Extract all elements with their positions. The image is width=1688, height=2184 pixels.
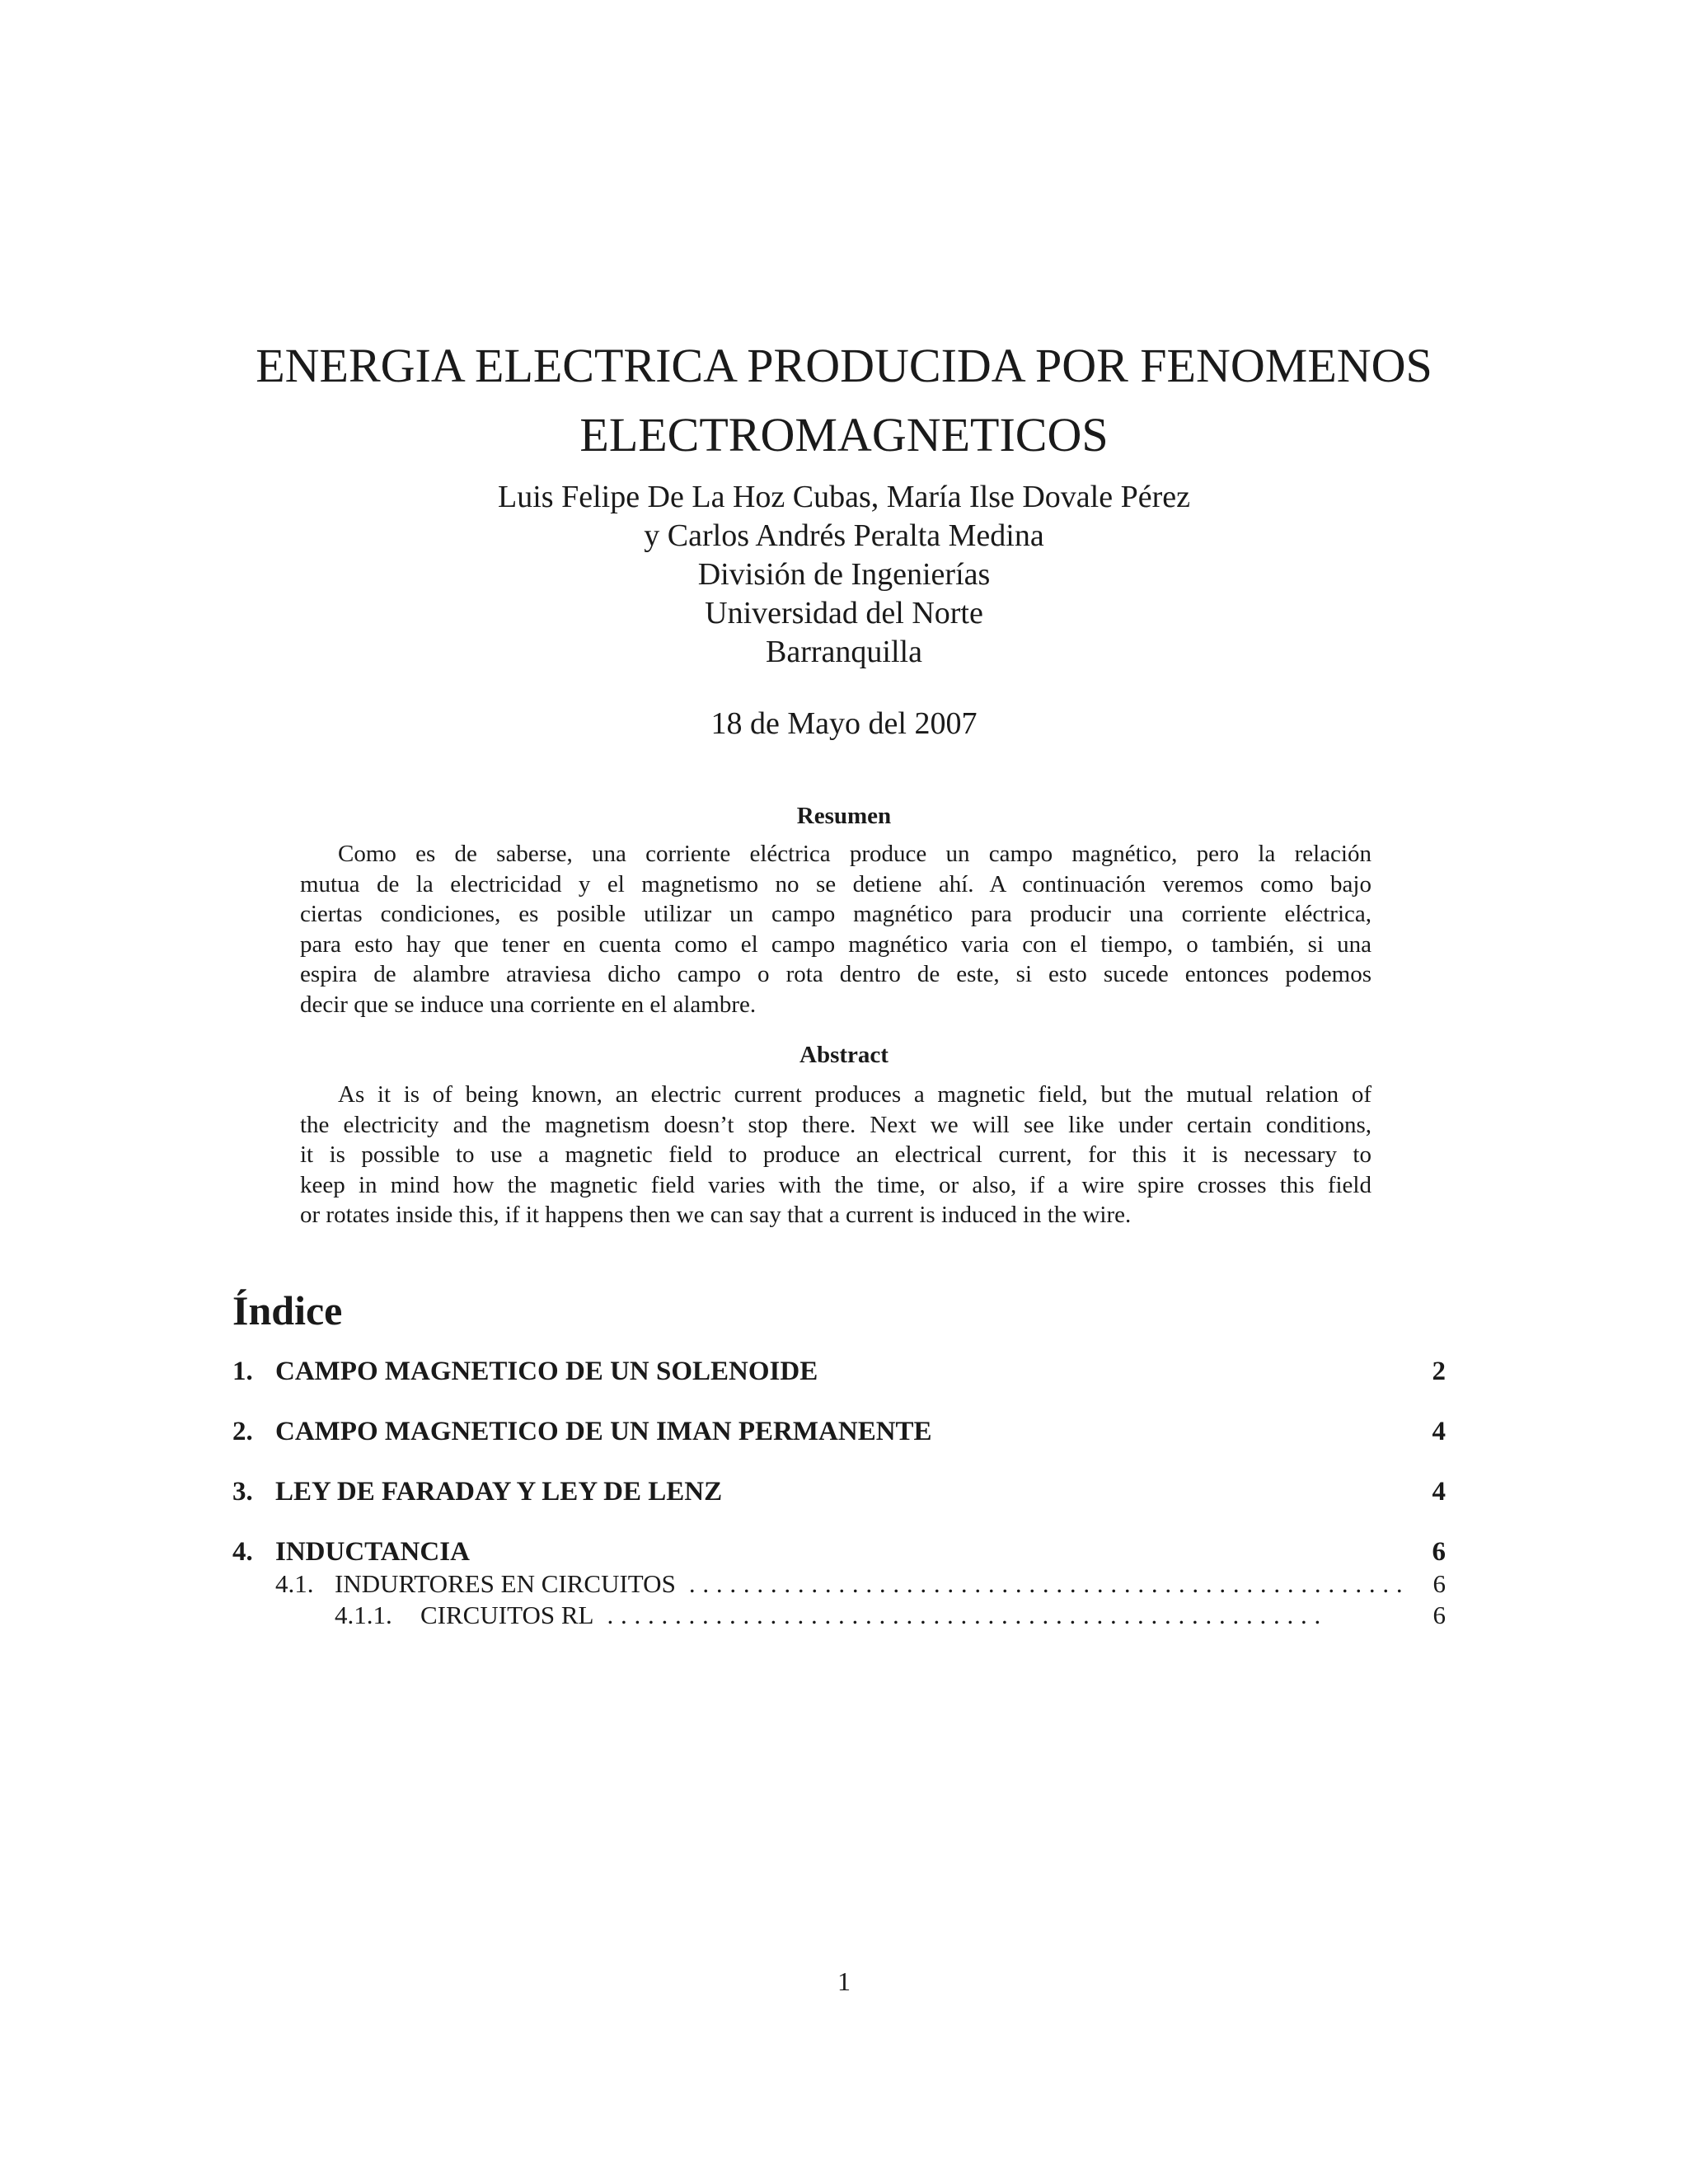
toc-title: Índice xyxy=(232,1287,343,1333)
document-date: 18 de Mayo del 2007 xyxy=(710,706,978,741)
abstract-line: keep in mind how the magnetic field varies with the time, or also, if a wire spire crosses this field xyxy=(300,1171,1372,1198)
page-number: 1 xyxy=(837,1966,851,1996)
toc-entry[interactable] xyxy=(232,1415,1446,1448)
resumen-line: Como es de saberse, una corriente eléctrica produce un campo magnético, pero la relación xyxy=(338,841,1372,867)
toc-entry-label: CAMPO MAGNETICO DE UN IMAN PERMANENTE xyxy=(275,1417,932,1446)
resumen-line: decir que se induce una corriente en el alambre. xyxy=(300,991,757,1018)
toc-entry[interactable] xyxy=(232,1535,1446,1568)
toc-subentry-number: 4.1. xyxy=(275,1569,314,1598)
toc-entry-number: 4. xyxy=(232,1537,253,1567)
abstract-line: it is possible to use a magnetic field to produce an electrical current, for this it is necessary to xyxy=(300,1141,1372,1169)
toc-entry-label: INDUCTANCIA xyxy=(275,1537,470,1567)
toc-entry-number: 2. xyxy=(232,1417,253,1446)
author-block xyxy=(0,478,1688,672)
abstract-body xyxy=(300,1080,1372,1230)
toc-subentry-page: 6 xyxy=(1432,1601,1446,1629)
toc-entry-page: 6 xyxy=(1432,1537,1446,1567)
affiliation-division: División de Ingenierías xyxy=(697,557,991,592)
resumen-heading: Resumen xyxy=(796,803,892,829)
authors-line-1: Luis Felipe De La Hoz Cubas, María Ilse Dovale Pérez xyxy=(498,480,1190,514)
toc-entry-page: 4 xyxy=(1432,1477,1446,1507)
abstract-line: As it is of being known, an electric current produces a magnetic field, but the mutual relation of xyxy=(338,1081,1372,1108)
abstract-line: the electricity and the magnetism doesn’t stop there. Next we will see like under certain conditions, xyxy=(300,1111,1372,1138)
toc-entry-label: CAMPO MAGNETICO DE UN SOLENOIDE xyxy=(275,1357,818,1386)
authors-line-2: y Carlos Andrés Peralta Medina xyxy=(644,518,1044,553)
toc-subentry[interactable] xyxy=(335,1600,1446,1631)
abstract-line: or rotates inside this, if it happens then we can say that a current is induced in the wire. xyxy=(300,1202,1132,1229)
document-title xyxy=(0,331,1688,470)
affiliation-university: Universidad del Norte xyxy=(705,596,983,630)
toc-subentry-page: 6 xyxy=(1432,1569,1446,1598)
toc-entry-label: LEY DE FARADAY Y LEY DE LENZ xyxy=(275,1477,723,1507)
toc-entry[interactable] xyxy=(232,1475,1446,1508)
toc-entry-number: 3. xyxy=(232,1477,253,1507)
toc-leader-dots: . . . . . . . . . . . . . . . . . . . . . . . . . . . . . . . . . . . . . . . . . . . . . . . . . . . . . xyxy=(607,1601,1321,1629)
toc-entry-page: 4 xyxy=(1432,1417,1446,1446)
toc-entry-number: 1. xyxy=(232,1357,253,1386)
abstract-heading: Abstract xyxy=(799,1042,889,1068)
toc-leader-dots: . . . . . . . . . . . . . . . . . . . . . . . . . . . . . . . . . . . . . . . . . . . . . . . . . . . . . xyxy=(688,1569,1404,1598)
toc-subentry-number: 4.1.1. xyxy=(335,1601,392,1629)
resumen-line: mutua de la electricidad y el magnetismo no se detiene ahí. A continuación veremos como bajo xyxy=(300,870,1372,898)
resumen-line: espira de alambre atraviesa dicho campo o rota dentro de este, si esto sucede entonces podemos xyxy=(300,961,1372,988)
toc-subentry[interactable] xyxy=(275,1568,1446,1600)
toc-entry[interactable] xyxy=(232,1355,1446,1388)
toc-subentry-label: INDURTORES EN CIRCUITOS xyxy=(335,1569,676,1598)
toc-subentry-label: CIRCUITOS RL xyxy=(420,1601,594,1629)
affiliation-city: Barranquilla xyxy=(766,635,922,669)
toc-entry-page: 2 xyxy=(1432,1357,1446,1386)
resumen-line: ciertas condiciones, es posible utilizar un campo magnético para producir una corriente eléctrica, xyxy=(300,901,1372,928)
resumen-line: para esto hay que tener en cuenta como el campo magnético varia con el tiempo, o también, si una xyxy=(300,930,1372,958)
resumen-body xyxy=(300,839,1372,1020)
title-line-2: ELECTROMAGNETICOS xyxy=(579,408,1109,462)
title-line-1: ENERGIA ELECTRICA PRODUCIDA POR FENOMENOS xyxy=(256,339,1432,392)
